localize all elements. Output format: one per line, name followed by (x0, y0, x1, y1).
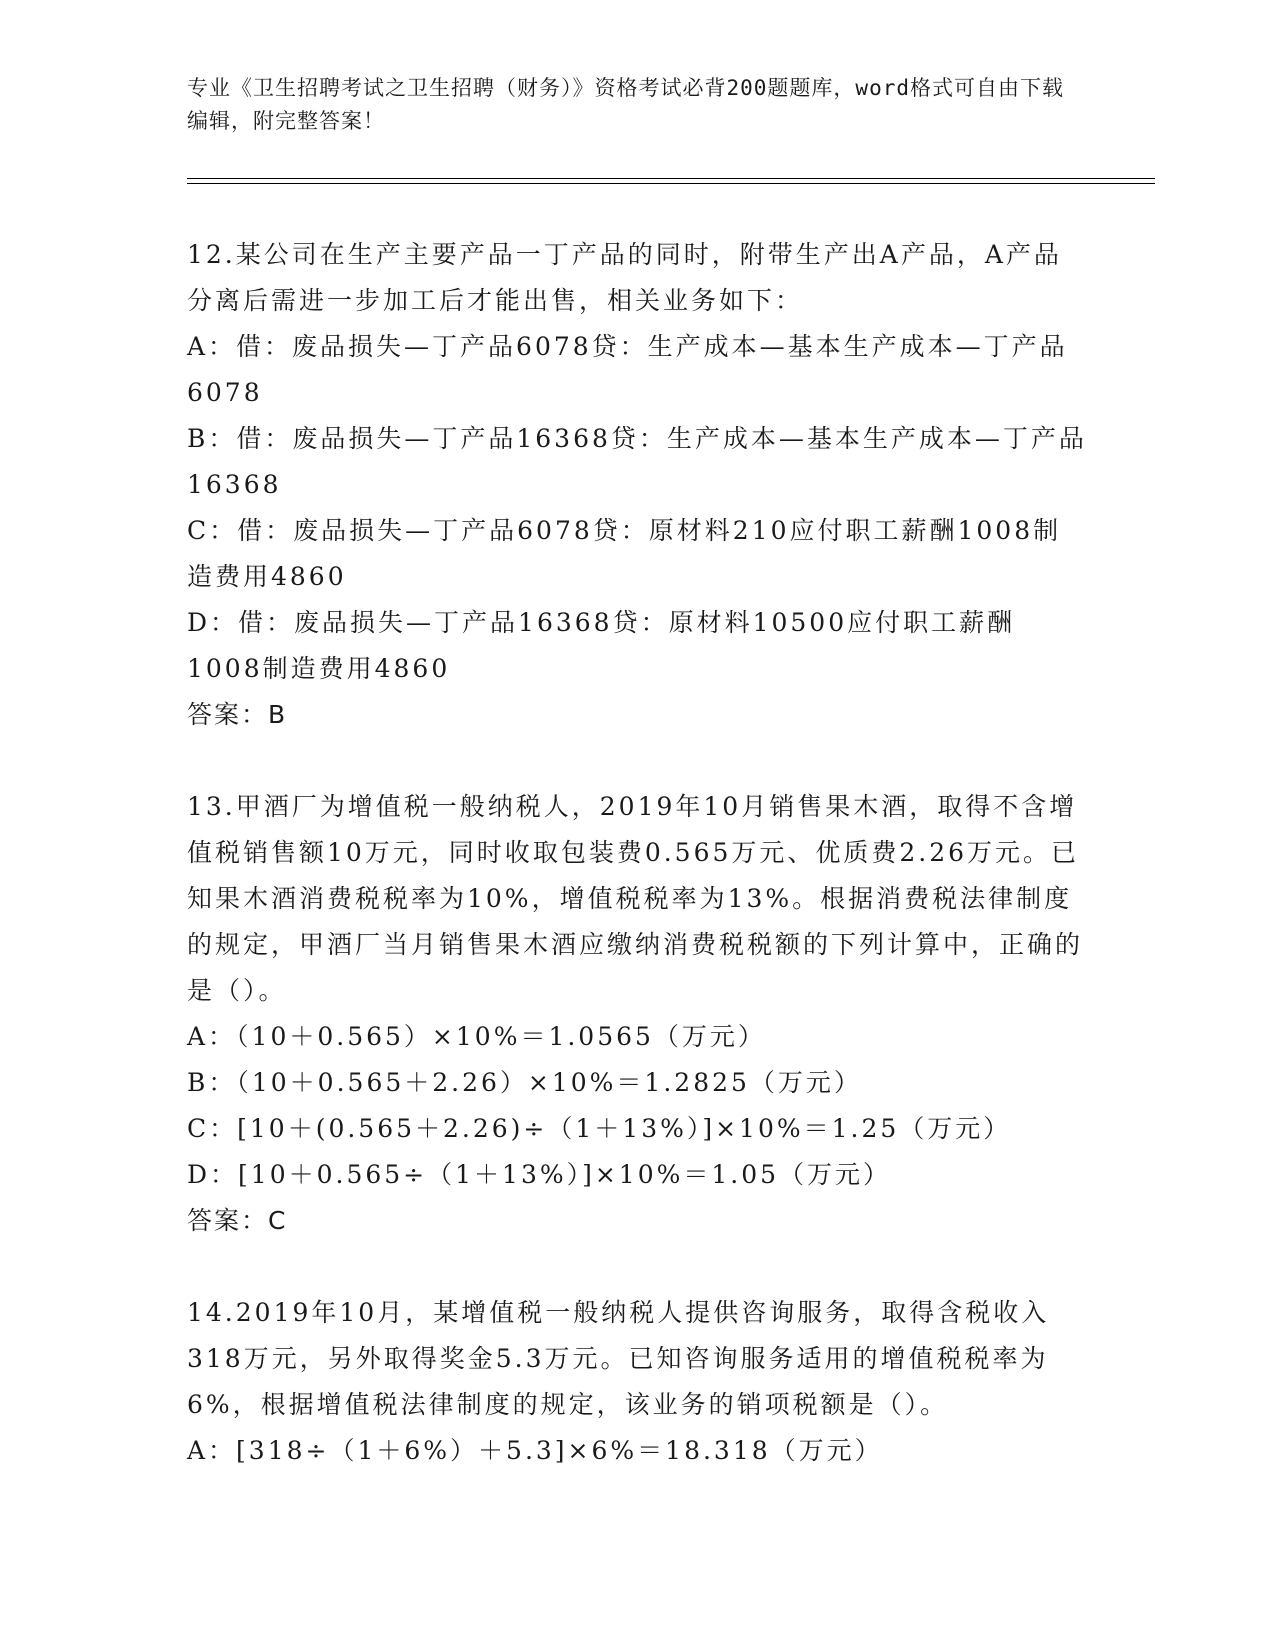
option-a: A：[318÷（1＋6%）＋5.3]×6%＝18.318（万元） (187, 1436, 883, 1465)
question-spacer (187, 738, 1087, 784)
question-14 (187, 1290, 1087, 1474)
option-a: A：借：废品损失—丁产品6078贷：生产成本—基本生产成本—丁产品6078 (187, 332, 1068, 407)
option-c: C：借：废品损失—丁产品6078贷：原材料210应付职工薪酬1008制造费用4860 (187, 516, 1062, 591)
option-b: B：借：废品损失—丁产品16368贷：生产成本—基本生产成本—丁产品16368 (187, 424, 1087, 499)
question-stem: 14.2019年10月，某增值税一般纳税人提供咨询服务，取得含税收入318万元，另外取得奖金5.3万元。已知咨询服务适用的增值税税率为6%，根据增值税法律制度的规定，该业务的销项税额是（）。 (187, 1298, 1050, 1419)
option-c: C：[10＋(0.565＋2.26)÷（1＋13%）]×10%＝1.25（万元） (187, 1114, 1012, 1143)
option-a: A：（10＋0.565）×10%＝1.0565（万元） (187, 1022, 766, 1051)
question-13 (187, 784, 1087, 1244)
option-d: D：借：废品损失—丁产品16368贷：原材料10500应付职工薪酬1008制造费用4860 (187, 608, 1016, 683)
header-divider-top (187, 178, 1155, 179)
option-d: D：[10＋0.565÷（1＋13%）]×10%＝1.05（万元） (187, 1160, 892, 1189)
question-list (187, 232, 1087, 1474)
question-12 (187, 232, 1087, 738)
answer-label: 答案：B (187, 700, 288, 729)
answer-label: 答案：C (187, 1206, 288, 1235)
question-stem: 13.甲酒厂为增值税一般纳税人，2019年10月销售果木酒，取得不含增值税销售额10万元，同时收取包装费0.565万元、优质费2.26万元。已知果木酒消费税税率为10%，增值税税率为13%。根据消费税法律制度的规定，甲酒厂当月销售果木酒应缴纳消费税税额的下列计算中，正确的是（）。 (187, 792, 1084, 1005)
header-divider-bottom (187, 183, 1155, 184)
option-b: B：（10＋0.565＋2.26）×10%＝1.2825（万元） (187, 1068, 862, 1097)
question-spacer (187, 1244, 1087, 1290)
question-stem: 12.某公司在生产主要产品一丁产品的同时，附带生产出A产品，A产品分离后需进一步加工后才能出售，相关业务如下： (187, 240, 1062, 315)
document-header: 专业《卫生招聘考试之卫生招聘（财务）》资格考试必背200题题库，word格式可自由下载编辑，附完整答案！ (187, 76, 1064, 133)
